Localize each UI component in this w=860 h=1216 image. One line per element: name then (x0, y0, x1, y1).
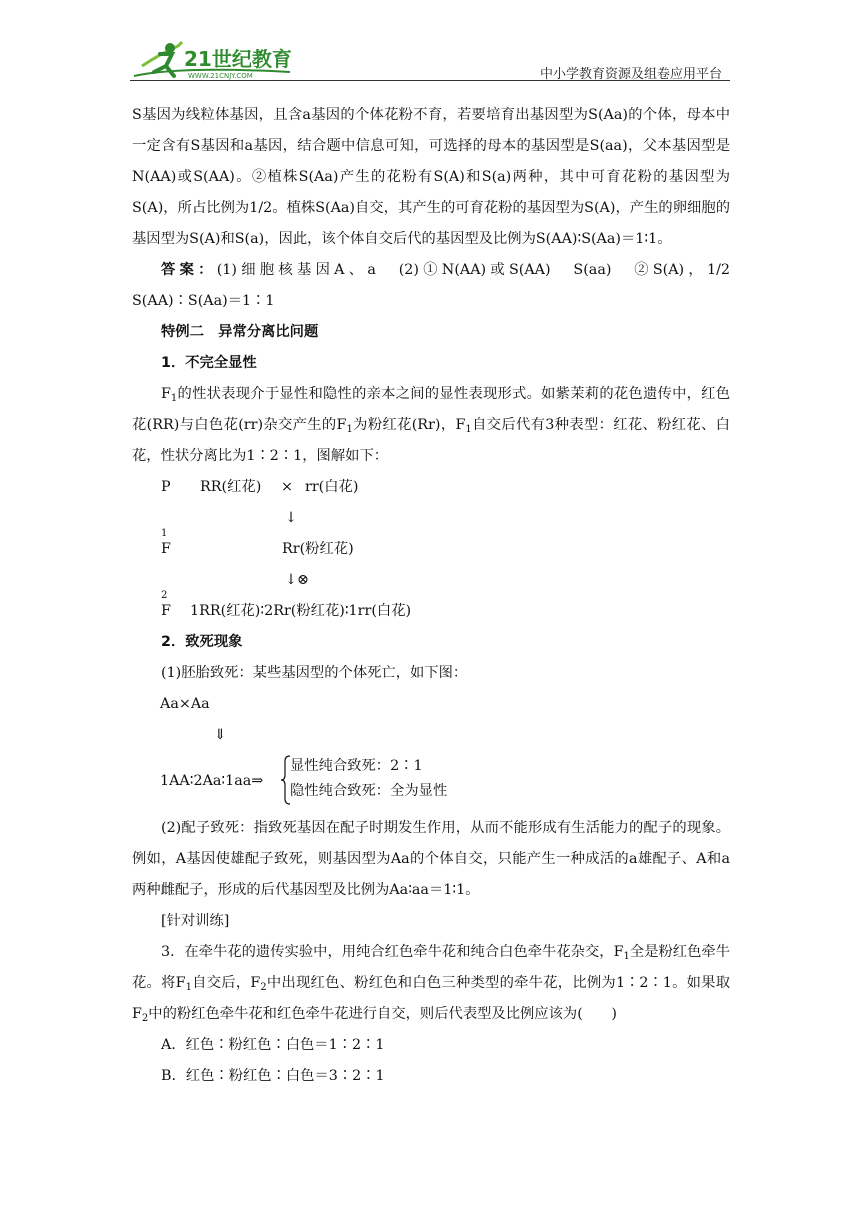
gamete-lethality-text: (2)配子致死：指致死基因在配子时期发生作用，从而不能形成有生活能力的配子的现象。例如，A基因使雄配子致死，则基因型为Aa的个体自交，只能产生一种成活的a雄配子、A和a两种雌配子，形成的后代基因型及比例为Aa∶aa＝1∶1。 (132, 820, 730, 898)
training-title: [针对训练] (161, 913, 230, 929)
diagram-p-row (132, 472, 730, 503)
section-title: 特例二 异常分离比问题 (161, 324, 319, 340)
answer-paragraph (132, 255, 745, 317)
parent-rr-white: rr(白花) (305, 479, 359, 495)
logo-url: WWW.21CNJY.COM (188, 72, 253, 80)
paragraph-explanation: S基因为线粒体基因，且含a基因的个体花粉不育，若要培育出基因型为S(Aa)的个体，母本中一定含有S基因和a基因，结合题中信息可知，可选择的母本的基因型是S(aa)，父本基因型是N(AA)或S(AA)。②植株S(Aa)产生的花粉有S(A)和S(a)两种，其中可育花粉的基因型为S(A)，所占比例为1/2。植株S(Aa)自交，其产生的可育花粉的基因型为S(A)，产生的卵细胞的基因型为S(A)和S(a)，因此，该个体自交后代的基因型及比例为S(AA)∶S(Aa)＝1∶1。 (132, 107, 730, 247)
selfing-arrow: ↓⊗ (285, 572, 309, 588)
option-b[interactable]: B．红色∶粉红色∶白色＝3∶2∶1 (161, 1068, 385, 1084)
logo-text: 21世纪教育 (184, 47, 292, 71)
f1-genotype: Rr(粉红花) (282, 541, 354, 557)
logo-21cnjy (130, 36, 300, 80)
embryo-lethality-text: (1)胚胎致死：某些基因型的个体死亡，如下图： (161, 665, 468, 681)
diagram2-result (132, 751, 730, 813)
cross-aa-aa: Aa×Aa (160, 696, 210, 712)
p-label: P (161, 479, 171, 495)
parent-rr-red: RR(红花) (200, 479, 262, 495)
subsection-lethality: 2．致死现象 (161, 634, 243, 650)
question-3: 3．在牵牛花的遗传实验中，用纯合红色牵牛花和纯合白色牵牛花杂交，$F_1$全是粉红色牵牛花。将$F_1$自交后，$F_2$中出现红色、粉红色和白色三种类型的牵牛花，比例为1∶2∶1。如果取$F_2$中的粉红色牵牛花和红色牵牛花进行自交，则后代表型及比例应该为( ) (132, 944, 731, 1024)
header-divider (130, 80, 730, 81)
cross-symbol: × (281, 479, 293, 495)
diagram2-arrow-row (132, 720, 730, 751)
answer-label: 答案： (161, 262, 217, 278)
document-body (132, 100, 745, 1092)
diagram-f2-row: F 2 1RR(红花)∶2Rr(粉红花)∶1rr(白花) (132, 596, 730, 627)
diagram-selfing-row (132, 565, 730, 596)
dominant-lethal-option: 显性纯合致死：2∶1 (290, 758, 423, 774)
answer-text: (1)细胞核基因A、a (2)①N(AA)或S(AA) S(aa) ②S(A)，1/2 S(AA)∶S(Aa)＝1∶1 (132, 262, 745, 309)
double-down-arrow: ⇓ (214, 727, 226, 743)
offspring-ratio: 1AA∶2Aa∶1aa⇒ (160, 773, 264, 789)
option-a[interactable]: A．红色∶粉红色∶白色＝1∶2∶1 (161, 1037, 385, 1053)
page-header (130, 36, 730, 82)
diagram-f1-row: F 1 Rr(粉红花) (132, 534, 730, 565)
diagram-arrow-row (132, 503, 730, 534)
recessive-lethal-option: 隐性纯合致死：全为显性 (290, 783, 448, 799)
platform-name: 中小学教育资源及组卷应用平台 (539, 67, 722, 82)
paragraph-incomplete-dominance: $F_1$的性状表现介于显性和隐性的亲本之间的显性表现形式。如紫茉莉的花色遗传中，红色花(RR)与白色花(rr)杂交产生的$F_1$为粉红花(Rr)，$F_1$自交后代有3种表型：红花、粉红花、白花，性状分离比为1∶2∶1，图解如下： (132, 386, 730, 464)
subsection-incomplete-dominance: 1．不完全显性 (161, 355, 257, 371)
f2-result: 1RR(红花)∶2Rr(粉红花)∶1rr(白花) (190, 603, 412, 619)
down-arrow: ↓ (285, 510, 297, 526)
diagram2-cross-row (132, 689, 730, 720)
